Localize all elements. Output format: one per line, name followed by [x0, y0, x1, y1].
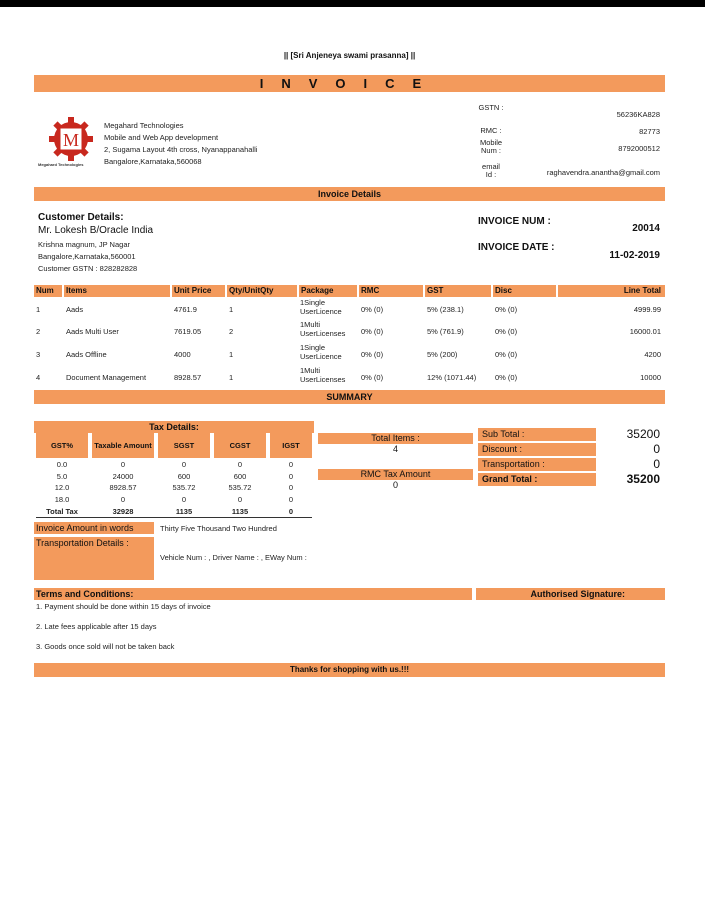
row-gst: 5% (238.1): [427, 305, 464, 314]
row-qty: 1: [229, 350, 234, 359]
transportation-details-label: Transportation Details :: [34, 537, 154, 580]
col-line-total-header: Line Total: [558, 285, 665, 297]
invoice-title: INVOICE: [34, 75, 665, 92]
row-package: 1Single UserLicence: [300, 343, 342, 361]
row-line-total: 10000: [640, 373, 661, 382]
row-num: 2: [36, 327, 41, 336]
tax-total-underline: [36, 517, 312, 518]
mobile-label: Mobile Num :: [479, 138, 503, 155]
tax-cell: 0: [237, 460, 243, 469]
customer-address-1: Krishna magnum, JP Nagar: [38, 240, 130, 249]
tax-cell: 0: [237, 495, 243, 504]
terms-line-2: 2. Late fees applicable after 15 days: [36, 622, 157, 631]
gstn-value: 56236KA828: [616, 110, 660, 119]
row-num: 3: [36, 350, 41, 359]
total-items-value: 4: [392, 444, 398, 454]
row-gst: 5% (200): [427, 350, 458, 359]
invoice-date-value: 11-02-2019: [609, 250, 660, 261]
company-address-2: Bangalore,Karnataka,560068: [104, 157, 202, 166]
transportation-label: Transportation :: [478, 458, 596, 471]
rmc-tax-value: 0: [392, 480, 398, 490]
tax-cell: 0: [288, 483, 294, 492]
tax-cell: 8928.57: [109, 483, 137, 492]
row-line-total: 4999.99: [633, 305, 661, 314]
row-qty: 2: [229, 327, 234, 336]
grand-total-label: Grand Total :: [478, 473, 596, 486]
tax-cell: 0: [181, 495, 187, 504]
row-disc: 0% (0): [495, 373, 518, 382]
tax-col-gst-header: GST%: [36, 433, 88, 458]
tax-cell: 0: [120, 495, 126, 504]
tax-total-cell: 1135: [231, 507, 249, 516]
email-label: email Id :: [482, 162, 500, 179]
row-rmc: 0% (0): [361, 350, 384, 359]
col-qty-header: Qty/UnitQty: [227, 285, 297, 297]
company-name: Megahard Technologies: [104, 121, 184, 130]
total-items-label: Total Items :: [318, 433, 473, 444]
row-disc: 0% (0): [495, 305, 518, 314]
invoice-num-label: INVOICE NUM :: [478, 216, 551, 227]
gstn-label: GSTN :: [478, 103, 504, 112]
grand-total-value: 35200: [626, 472, 660, 486]
col-num-header: Num: [34, 285, 62, 297]
col-rmc-header: RMC: [359, 285, 423, 297]
logo-caption: Megahard Technologies: [38, 162, 84, 167]
row-unit-price: 8928.57: [174, 373, 202, 382]
row-gst: 5% (761.9): [427, 327, 464, 336]
rmc-label: RMC :: [480, 126, 502, 135]
terms-title: Terms and Conditions:: [34, 588, 472, 600]
tax-col-igst-header: IGST: [270, 433, 312, 458]
row-rmc: 0% (0): [361, 305, 384, 314]
col-package-header: Package: [299, 285, 357, 297]
company-logo-icon: [48, 116, 94, 162]
invoice-details-bar: Invoice Details: [34, 187, 665, 201]
tax-cell: 0: [181, 460, 187, 469]
tax-col-cgst-header: CGST: [214, 433, 266, 458]
row-line-total: 16000.01: [629, 327, 661, 336]
tax-cell: 0.0: [56, 460, 68, 469]
customer-address-2: Bangalore,Karnataka,560001: [38, 252, 136, 261]
row-item: Aads Offline: [66, 350, 107, 359]
company-address-1: 2, Sugama Layout 4th cross, Nyanappanahalli: [104, 145, 258, 154]
tax-cell: 600: [233, 472, 247, 481]
tax-total-cell: 32928: [112, 507, 134, 516]
row-line-total: 4200: [644, 350, 661, 359]
col-unit-price-header: Unit Price: [172, 285, 225, 297]
row-qty: 1: [229, 373, 234, 382]
tax-cell: 5.0: [56, 472, 68, 481]
tax-cell: 535.72: [172, 483, 196, 492]
row-num: 4: [36, 373, 41, 382]
transportation-value: 0: [653, 457, 660, 471]
tax-cell: 18.0: [54, 495, 70, 504]
discount-label: Discount :: [478, 443, 596, 456]
row-unit-price: 7619.05: [174, 327, 202, 336]
company-tagline: Mobile and Web App development: [104, 133, 219, 142]
row-num: 1: [36, 305, 41, 314]
tax-details-title: Tax Details:: [34, 421, 314, 433]
tax-cell: 0: [120, 460, 126, 469]
row-package: 1Multi UserLicenses: [300, 320, 346, 338]
tax-col-taxable-header: Taxable Amount: [92, 433, 154, 458]
transportation-details-value: Vehicle Num : , Driver Name : , EWay Num :: [160, 553, 307, 562]
blessing-line: || [Sri Anjeneya swami prasanna] ||: [283, 51, 416, 60]
col-disc-header: Disc: [493, 285, 556, 297]
rmc-tax-label: RMC Tax Amount: [318, 469, 473, 480]
tax-total-cell: 1135: [175, 507, 193, 516]
tax-cell: 0: [288, 472, 294, 481]
tax-total-cell: 0: [288, 507, 294, 516]
row-item: Aads Multi User: [66, 327, 119, 336]
tax-cell: 12.0: [54, 483, 70, 492]
tax-cell: 0: [288, 460, 294, 469]
svg-text:M: M: [62, 130, 80, 150]
discount-value: 0: [653, 442, 660, 456]
row-package: 1Multi UserLicenses: [300, 366, 346, 384]
row-item: Document Management: [66, 373, 147, 382]
tax-cell: 535.72: [228, 483, 252, 492]
row-disc: 0% (0): [495, 327, 518, 336]
footer-thanks: Thanks for shopping with us.!!!: [34, 663, 665, 677]
row-rmc: 0% (0): [361, 373, 384, 382]
terms-line-3: 3. Goods once sold will not be taken back: [36, 642, 175, 651]
amount-words-label: Invoice Amount in words: [34, 522, 154, 534]
subtotal-value: 35200: [626, 427, 660, 441]
tax-cell: 600: [177, 472, 191, 481]
mobile-value: 8792000512: [618, 144, 660, 153]
customer-name: Mr. Lokesh B/Oracle India: [38, 225, 154, 236]
tax-col-sgst-header: SGST: [158, 433, 210, 458]
row-package: 1Single UserLicence: [300, 298, 342, 316]
col-items-header: Items: [64, 285, 170, 297]
row-gst: 12% (1071.44): [427, 373, 477, 382]
row-unit-price: 4000: [174, 350, 191, 359]
tax-cell: 0: [288, 495, 294, 504]
row-disc: 0% (0): [495, 350, 518, 359]
authorised-signature-label: Authorised Signature:: [476, 588, 665, 600]
row-unit-price: 4761.9: [174, 305, 197, 314]
invoice-date-label: INVOICE DATE :: [478, 242, 555, 253]
rmc-value: 82773: [639, 127, 660, 136]
invoice-num-value: 20014: [632, 223, 660, 234]
col-gst-header: GST: [425, 285, 491, 297]
amount-words-value: Thirty Five Thousand Two Hundred: [160, 524, 277, 533]
customer-gstn: Customer GSTN : 828282828: [38, 264, 138, 273]
row-rmc: 0% (0): [361, 327, 384, 336]
customer-details-title: Customer Details:: [38, 212, 124, 223]
subtotal-label: Sub Total :: [478, 428, 596, 441]
row-item: Aads: [66, 305, 84, 314]
tax-cell: 24000: [112, 472, 134, 481]
summary-bar: SUMMARY: [34, 390, 665, 404]
row-qty: 1: [229, 305, 234, 314]
top-edge-bar: [0, 0, 705, 7]
email-value: raghavendra.anantha@gmail.com: [546, 168, 660, 177]
terms-line-1: 1. Payment should be done within 15 days of invoice: [36, 602, 211, 611]
tax-total-cell: Total Tax: [46, 507, 78, 516]
